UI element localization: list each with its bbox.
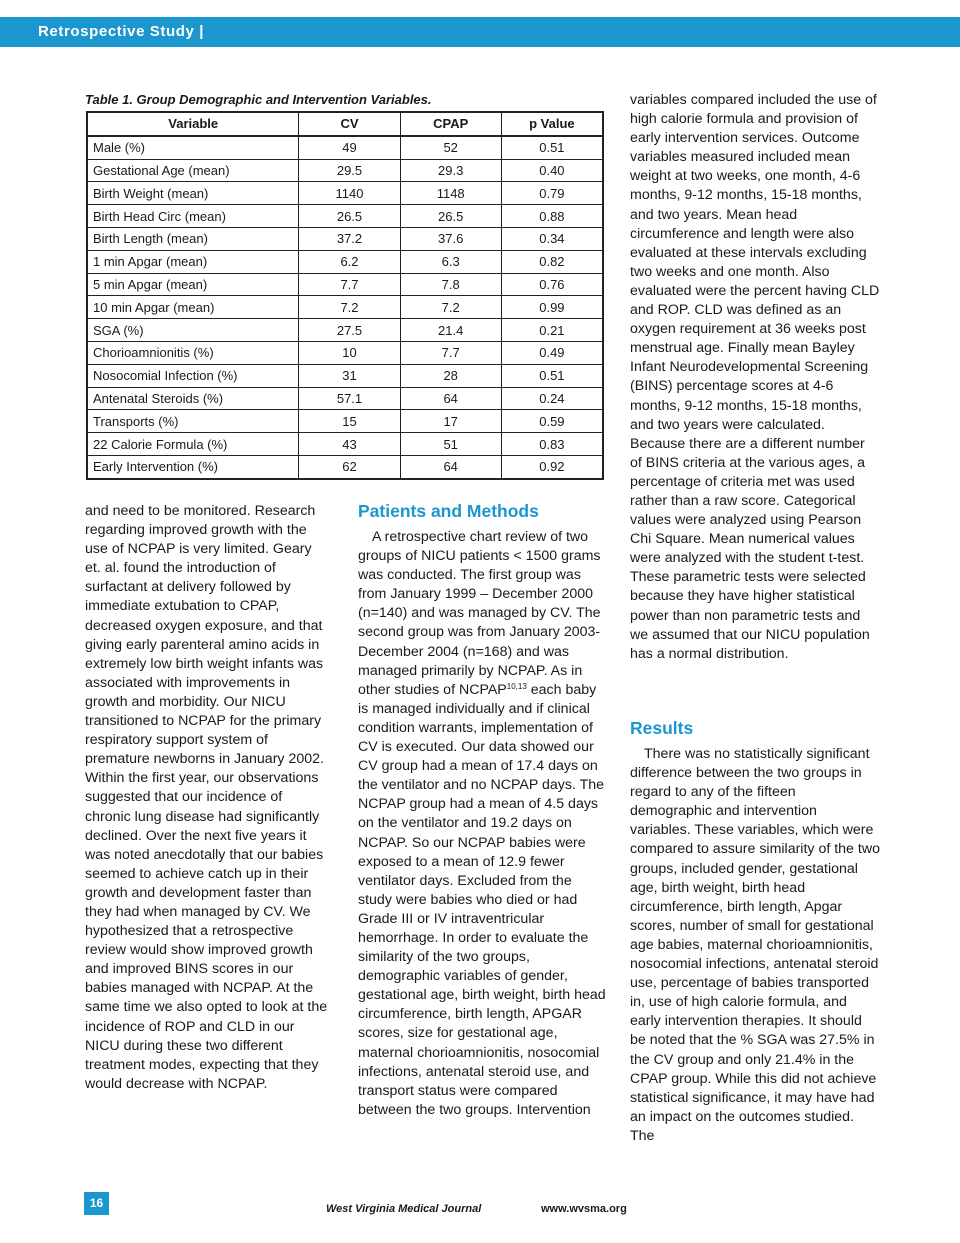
value-cell: 64: [400, 455, 501, 478]
value-cell: 64: [400, 387, 501, 410]
value-cell: 7.2: [299, 296, 400, 319]
variable-cell: 22 Calorie Formula (%): [87, 433, 299, 456]
value-cell: 7.2: [400, 296, 501, 319]
value-cell: 29.5: [299, 159, 400, 182]
value-cell: 43: [299, 433, 400, 456]
column-header: p Value: [501, 112, 603, 136]
value-cell: 6.2: [299, 250, 400, 273]
results-heading: Results: [630, 718, 694, 738]
demographic-table: [86, 111, 604, 480]
value-cell: 0.99: [501, 296, 603, 319]
variable-cell: 1 min Apgar (mean): [87, 250, 299, 273]
table-row: [87, 296, 603, 319]
value-cell: 6.3: [400, 250, 501, 273]
table-row: [87, 136, 603, 159]
value-cell: 49: [299, 136, 400, 159]
column-3: [630, 91, 880, 664]
column-header: CV: [299, 112, 400, 136]
results-column: [630, 745, 880, 1146]
value-cell: 0.40: [501, 159, 603, 182]
citation-superscript: 10,13: [506, 681, 527, 691]
value-cell: 7.7: [299, 273, 400, 296]
methods-heading: Patients and Methods: [358, 501, 539, 521]
value-cell: 0.51: [501, 364, 603, 387]
column-1: [85, 502, 331, 1094]
variable-cell: Antenatal Steroids (%): [87, 387, 299, 410]
value-cell: 31: [299, 364, 400, 387]
value-cell: 0.82: [501, 250, 603, 273]
value-cell: 21.4: [400, 319, 501, 342]
value-cell: 62: [299, 455, 400, 478]
body-paragraph: and need to be monitored. Research regarding improved growth with the use of NCPAP is very limited. Geary et. al. found the introduction of surfactant at delivery followed by immediate extubation to CPAP, decreased oxygen exposure, and that giving early parenteral amino acids in extremely low birth weight infants was associated with improvements in growth and morbidity. Our NICU transitioned to NCPAP for the primary respiratory support system of premature newborns in January 2002. Within the first year, our observations suggested that our incidence of chronic lung disease had significantly declined. Over the next five years it was noted anecdotally that our babies seemed to achieve catch up in their growth and development faster than they had when managed by CV. We hypothesized that a retrospective review would show improved growth and improved BINS scores in our babies managed with NCPAP. At the same time we also opted to look at the incidence of ROP and CLD in our NICU during these two different treatment modes, expecting that they would decrease with NCPAP.: [85, 503, 328, 1092]
value-cell: 7.7: [400, 341, 501, 364]
table-row: [87, 341, 603, 364]
value-cell: 57.1: [299, 387, 400, 410]
value-cell: 17: [400, 410, 501, 433]
value-cell: 37.2: [299, 227, 400, 250]
value-cell: 1148: [400, 182, 501, 205]
table-caption: Table 1. Group Demographic and Intervention Variables.: [85, 92, 432, 107]
value-cell: 0.34: [501, 227, 603, 250]
variable-cell: Birth Weight (mean): [87, 182, 299, 205]
methods-paragraph: [358, 528, 606, 1120]
variable-cell: Transports (%): [87, 410, 299, 433]
table-body: [87, 136, 603, 479]
column-header: Variable: [87, 112, 299, 136]
variable-cell: Early Intervention (%): [87, 455, 299, 478]
value-cell: 1140: [299, 182, 400, 205]
value-cell: 0.92: [501, 455, 603, 478]
table-row: [87, 227, 603, 250]
value-cell: 29.3: [400, 159, 501, 182]
variable-cell: SGA (%): [87, 319, 299, 342]
table-row: [87, 159, 603, 182]
value-cell: 0.59: [501, 410, 603, 433]
table-header-row: [87, 112, 603, 136]
column-2: [358, 528, 606, 1120]
header-title: Retrospective Study |: [38, 23, 205, 40]
results-paragraph: There was no statistically significant difference between the two groups in regard to any of the fifteen demographic and intervention variables. These variables, which were compared to assure similarity of the two groups, included gender, gestational age, birth weight, birth head circumference, birth length, Apgar scores, number of small for gestational age babies, maternal chorioamnionitis, nosocomial infections, antenatal steroid use, percentage of babies transported in, use of high calorie formula, and early intervention therapies. It should be noted that the % SGA was 27.5% in the CV group and only 21.4% in the CPAP group. While this did not achieve statistical significance, it may have had an impact on the outcomes studied. The: [630, 746, 880, 1144]
variable-cell: 10 min Apgar (mean): [87, 296, 299, 319]
table-row: [87, 410, 603, 433]
value-cell: 52: [400, 136, 501, 159]
methods-text-2: each baby is managed individually and if clinical condition warrants, implementation of CV is executed. Our data showed our CV group had a mean of 17.4 days on the ventilator and no NCPAP days. The NCPAP group had a mean of 4.5 days on the ventilator and 19.2 days on NCPAP. So our NCPAP babies were exposed to a mean of 12.9 fewer ventilator days. Excluded from the study were babies who died or had Grade III or IV intraventricular hemorrhage. In order to evaluate the similarity of the two groups, demographic variables of gender, gestational age, birth weight, birth head circumference, birth length, APGAR scores, size for gestational age, maternal chorioamnionitis, nosocomial infections, antenatal steroid use, and transport status were compared between the two groups. Intervention: [358, 681, 606, 1118]
value-cell: 0.76: [501, 273, 603, 296]
variable-cell: Nosocomial Infection (%): [87, 364, 299, 387]
value-cell: 28: [400, 364, 501, 387]
body-paragraph: variables compared included the use of high calorie formula and provision of early intervention services. Outcome variables measured included mean weight at two weeks, one month, 4-6 months, 9-12 months, 15-18 months, and two years. Mean head circumference and length were also evaluated at these intervals excluding two weeks and one month. Also evaluated were the percent having CLD and ROP. CLD was defined as an oxygen requirement at 36 weeks post menstrual age. Finally mean Bayley Infant Neurodevelopmental Screening (BINS) percentage scores at 4-6 months, 9-12 months, 15-18 months, and two years were calculated. Because there are a different number of BINS criteria at the various ages, a percentage of criteria met was used rather than a raw score. Categorical values were analyzed using Pearson Chi Square. Mean numerical values were analyzed with the student t-test. These parametric tests were selected because they have higher statistical power than non parametric tests and we assumed that our NICU population has a normal distribution.: [630, 92, 880, 662]
value-cell: 0.24: [501, 387, 603, 410]
value-cell: 26.5: [299, 205, 400, 228]
value-cell: 27.5: [299, 319, 400, 342]
variable-cell: Birth Length (mean): [87, 227, 299, 250]
value-cell: 0.51: [501, 136, 603, 159]
table-row: [87, 455, 603, 478]
value-cell: 0.88: [501, 205, 603, 228]
column-header: CPAP: [400, 112, 501, 136]
variable-cell: Male (%): [87, 136, 299, 159]
footer-url: www.wvsma.org: [541, 1203, 627, 1215]
variable-cell: 5 min Apgar (mean): [87, 273, 299, 296]
footer-journal-name: West Virginia Medical Journal: [326, 1203, 482, 1215]
value-cell: 51: [400, 433, 501, 456]
table-row: [87, 205, 603, 228]
value-cell: 0.83: [501, 433, 603, 456]
value-cell: 37.6: [400, 227, 501, 250]
value-cell: 0.21: [501, 319, 603, 342]
header-bar: [0, 17, 960, 47]
value-cell: 15: [299, 410, 400, 433]
table-row: [87, 433, 603, 456]
variable-cell: Birth Head Circ (mean): [87, 205, 299, 228]
table-row: [87, 319, 603, 342]
value-cell: 10: [299, 341, 400, 364]
value-cell: 0.79: [501, 182, 603, 205]
variable-cell: Gestational Age (mean): [87, 159, 299, 182]
variable-cell: Chorioamnionitis (%): [87, 341, 299, 364]
table-row: [87, 250, 603, 273]
table-row: [87, 364, 603, 387]
table-row: [87, 182, 603, 205]
value-cell: 0.49: [501, 341, 603, 364]
value-cell: 26.5: [400, 205, 501, 228]
table-row: [87, 273, 603, 296]
table-row: [87, 387, 603, 410]
methods-text-1: A retrospective chart review of two groups of NICU patients < 1500 grams was conducted. The first group was from January 1999 – December 2000 (n=140) and was managed by CV. The second group was from January 2003-December 2004 (n=168) and was managed primarily by NCPAP. As in other studies of NCPAP: [358, 529, 601, 698]
page-number: 16: [84, 1192, 109, 1215]
value-cell: 7.8: [400, 273, 501, 296]
